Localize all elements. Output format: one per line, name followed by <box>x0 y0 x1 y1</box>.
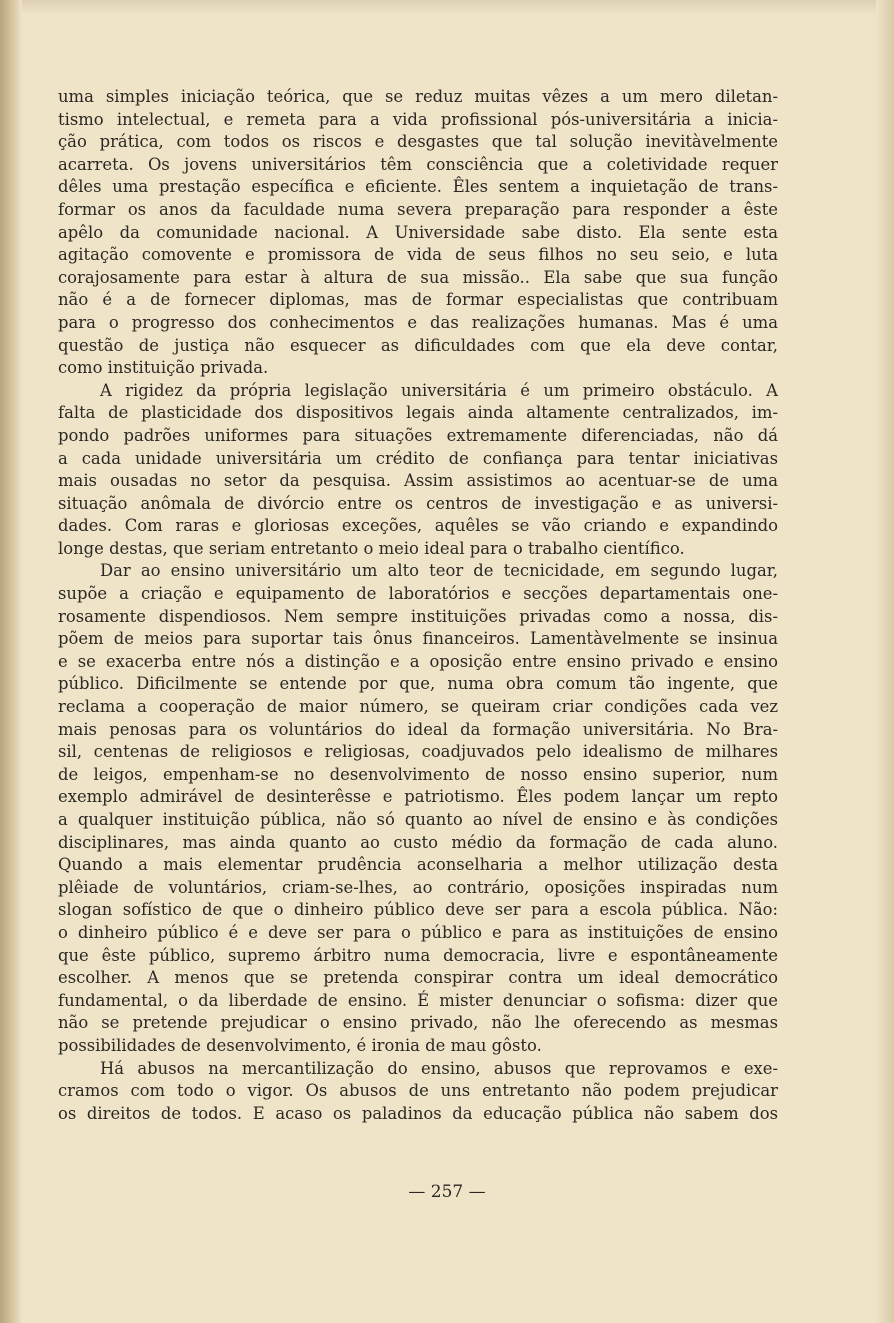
text-line: rosamente dispendiosos. Nem sempre instituições privadas como a nossa, dis- <box>58 606 778 626</box>
text-line: apêlo da comunidade nacional. A Universidade sabe disto. Ela sente esta <box>58 222 778 242</box>
text-line: plêiade de voluntários, criam-se-lhes, ao contrário, oposições inspiradas num <box>58 877 778 897</box>
text-line: a cada unidade universitária um crédito de confiança para tentar iniciativas <box>58 448 778 468</box>
page-gutter-shadow <box>0 0 22 1323</box>
text-line: escolher. A menos que se pretenda conspirar contra um ideal democrático <box>58 968 778 988</box>
text-line: e se exacerba entre nós a distinção e a oposição entre ensino privado e ensino <box>58 651 778 671</box>
text-line: como instituição privada. <box>58 358 269 378</box>
text-line: possibilidades de desenvolvimento, é ironia de mau gôsto. <box>58 1035 542 1055</box>
text-line: uma simples iniciação teórica, que se reduz muitas vêzes a um mero diletan- <box>58 87 778 106</box>
text-line: mais penosas para os voluntários do ideal da formação universitária. No Bra- <box>58 719 778 739</box>
text-line: agitação comovente e promissora de vida de seus filhos no seu seio, e luta <box>58 245 778 265</box>
paragraph-start: A rigidez da própria legislação universitária é um primeiro obstáculo. A <box>100 380 778 400</box>
page-top-shadow <box>0 0 894 14</box>
text-line: formar os anos da faculdade numa severa preparação para responder a êste <box>58 199 778 219</box>
page-right-edge <box>876 0 894 1323</box>
text-line: que êste público, supremo árbitro numa democracia, livre e espontâneamente <box>58 945 778 965</box>
paragraph-start: Dar ao ensino universitário um alto teor de tecnicidade, em segundo lugar, <box>100 561 778 581</box>
text-line: sil, centenas de religiosos e religiosas, coadjuvados pelo idealismo de milhares <box>58 742 778 762</box>
text-line: o dinheiro público é e deve ser para o público e para as instituições de ensino <box>58 922 778 942</box>
text-line: fundamental, o da liberdade de ensino. É mister denunciar o sofisma: dizer que <box>58 990 778 1010</box>
text-line: corajosamente para estar à altura de sua missão.. Ela sabe que sua função <box>58 267 778 287</box>
text-line: longe destas, que seriam entretanto o meio ideal para o trabalho científico. <box>58 538 685 558</box>
text-line: falta de plasticidade dos dispositivos legais ainda altamente centralizados, im- <box>58 403 778 423</box>
text-line: supõe a criação e equipamento de laboratórios e secções departamentais one- <box>58 584 778 604</box>
text-line: põem de meios para suportar tais ônus financeiros. Lamentàvelmente se insinua <box>58 629 778 649</box>
text-line: cramos com todo o vigor. Os abusos de uns entretanto não podem prejudicar <box>58 1081 778 1101</box>
text-line: mais ousadas no setor da pesquisa. Assim assistimos ao acentuar-se de uma <box>58 471 778 491</box>
body-text <box>58 86 778 1125</box>
text-line: os direitos de todos. E acaso os paladinos da educação pública não sabem dos <box>58 1103 778 1123</box>
page-number: — 257 — <box>408 1182 486 1202</box>
text-line: ção prática, com todos os riscos e desgastes que tal solução inevitàvelmente <box>58 132 778 152</box>
text-line: tismo intelectual, e remeta para a vida profissional pós-universitária a inicia- <box>58 109 778 129</box>
text-line: não é a de fornecer diplomas, mas de formar especialistas que contribuam <box>58 290 778 310</box>
text-line: não se pretende prejudicar o ensino privado, não lhe oferecendo as mesmas <box>58 1013 778 1033</box>
text-line: exemplo admirável de desinterêsse e patriotismo. Êles podem lançar um repto <box>58 787 778 807</box>
text-line: situação anômala de divórcio entre os centros de investigação e as universi- <box>58 493 778 513</box>
text-line: para o progresso dos conhecimentos e das realizações humanas. Mas é uma <box>58 312 778 332</box>
text-line: questão de justiça não esquecer as dificuldades com que ela deve contar, <box>58 335 778 355</box>
paragraph-start: Há abusos na mercantilização do ensino, abusos que reprovamos e exe- <box>100 1058 778 1078</box>
text-line: Quando a mais elementar prudência aconselharia a melhor utilização desta <box>58 855 778 875</box>
text-line: dêles uma prestação específica e eficiente. Êles sentem a inquietação de trans- <box>58 177 778 197</box>
text-line: slogan sofístico de que o dinheiro público deve ser para a escola pública. Não: <box>58 900 778 920</box>
text-line: público. Dificilmente se entende por que, numa obra comum tão ingente, que <box>58 674 778 694</box>
text-line: disciplinares, mas ainda quanto ao custo médio da formação de cada aluno. <box>58 832 778 852</box>
text-line: reclama a cooperação de maior número, se queiram criar condições cada vez <box>58 697 778 717</box>
text-line: acarreta. Os jovens universitários têm consciência que a coletividade requer <box>58 154 778 174</box>
text-line: a qualquer instituição pública, não só quanto ao nível de ensino e às condições <box>58 810 778 829</box>
text-line: pondo padrões uniformes para situações extremamente diferenciadas, não dá <box>58 425 778 445</box>
text-line: de leigos, empenham-se no desenvolvimento de nosso ensino superior, num <box>58 764 778 784</box>
text-line: dades. Com raras e gloriosas exceções, aquêles se vão criando e expandindo <box>58 516 778 536</box>
